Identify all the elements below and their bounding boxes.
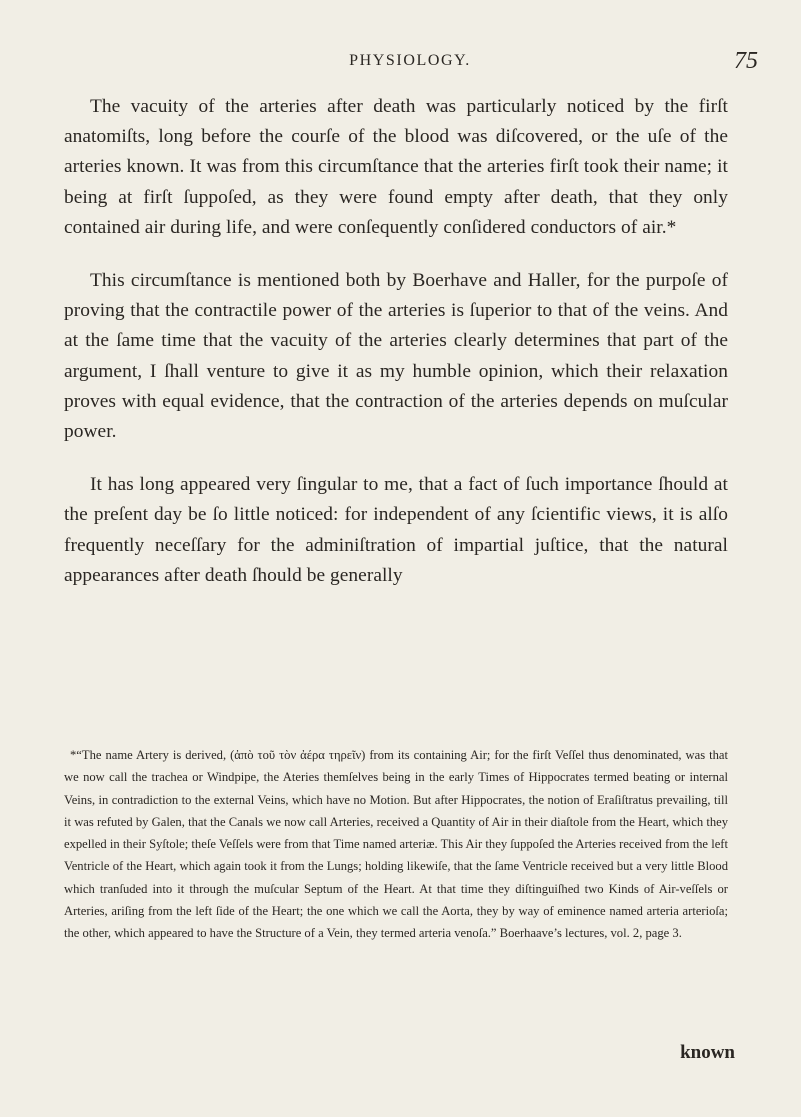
body-text xyxy=(64,92,728,591)
paragraph: The vacuity of the arteries after death was particularly noticed by the firſt anatomiſts, long before the courſe of the blood was diſcovered, or the uſe of the arteries known. It was from this circumſtance that the arteries firſt took their name; it being at firſt ſuppoſed, as they were found empty after death, that they only contained air during life, and were conſequently conſidered conductors of air.* xyxy=(64,96,728,238)
paragraph: It has long appeared very ſingular to me, that a fact of ſuch importance ſhould at the preſent day be ſo little noticed: for independent of any ſcientific views, it is alſo frequently neceſſary for the adminiſtration of impartial juſtice, that the natural appearances after death ſhould be generally xyxy=(64,474,728,586)
paragraph: This circumſtance is mentioned both by Boerhave and Haller, for the purpoſe of proving that the contractile power of the arteries is ſuperior to that of the veins. And at the ſame time that the vacuity of the arteries clearly determines that part of the argument, I ſhall venture to give it as my humble opinion, which their relaxation proves with equal evidence, that the contraction of the arteries depends on muſcular power. xyxy=(64,270,728,443)
page-number: 75 xyxy=(734,48,758,74)
footnote: *“The name Artery is derived, (ἀπὸ τοῦ τὸν ἀέρα τηρεῖν) from its containing Air; for the firſt Veſſel thus denominated, was that we now call the trachea or Windpipe, the Ateries themſelves being in the early Times of Hippocrates termed beating or internal Veins, in contradiction to the external Veins, which have no Motion. But after Hippocrates, the notion of Eraſiſtratus prevailing, till it was refuted by Galen, that the Canals we now call Arteries, received a Quantity of Air in their diaſtole from the Heart, which they expelled in their Syſtole; theſe Veſſels were from that Time named arteriæ. This Air they ſuppoſed the Arteries received from the left Ventricle of the Heart, which again took it from the Lungs; holding likewiſe, that the ſame Ventricle received but a very little Blood which tranſuded into it through the muſcular Septum of the Heart. At that time they diſtinguiſhed two Kinds of Air-veſſels or Arteries, ariſing from the left ſide of the Heart; the one which we call the Aorta, they by way of eminence named arteria arterioſa; the other, which appeared to have the Structure of a Vein, they termed arteria venoſa.” Boerhaave’s lectures, vol. 2, page 3. xyxy=(64,748,728,941)
catchword: known xyxy=(680,1042,735,1063)
page-header xyxy=(60,48,760,88)
running-title: PHYSIOLOGY. xyxy=(349,52,471,69)
